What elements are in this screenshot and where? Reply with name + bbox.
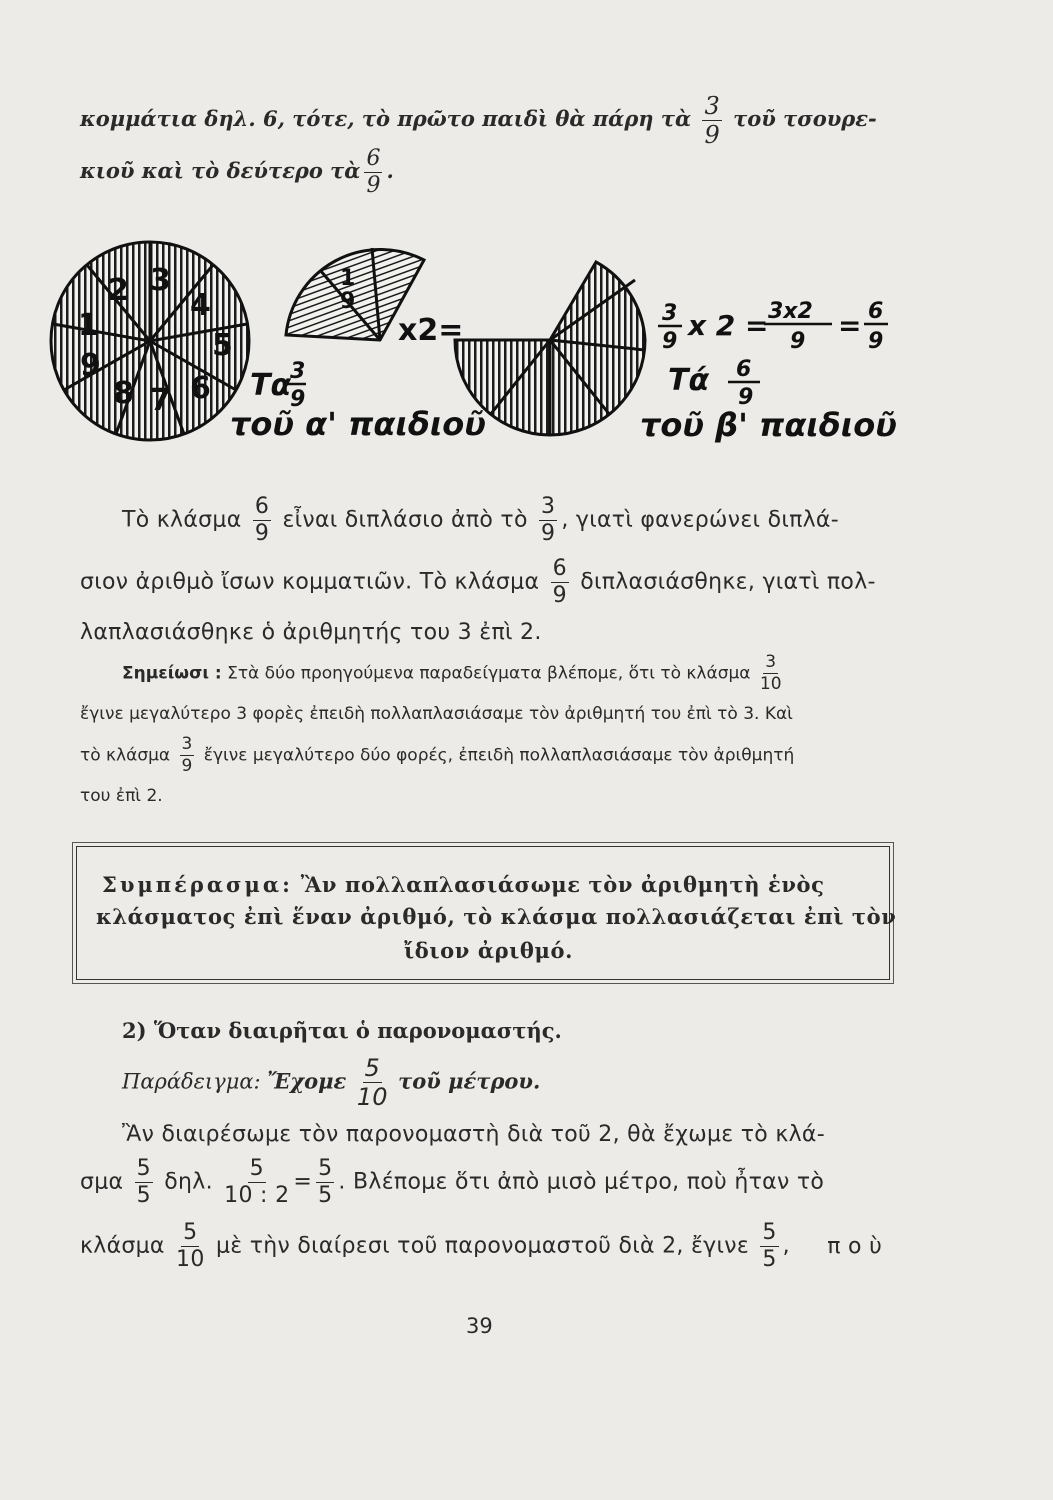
- slice-label-8: 8: [113, 376, 134, 411]
- fraction-5-10div2: $\frac{5}{10 : 2}$: [224, 1156, 290, 1208]
- top-line-1-end: τοῦ τσουρε-: [733, 106, 877, 131]
- top-line-2: κιοῦ καὶ τὸ δεύτερο τὰ $\frac{6}{9}$ .: [80, 146, 394, 198]
- fraction-5-10: $\frac{5}{10}$: [176, 1220, 205, 1272]
- note-fraction-3-10: $\frac{3}{10}$: [759, 652, 782, 694]
- eq-mid-num: 3x2: [768, 299, 813, 324]
- eq-mid-den: 9: [790, 329, 806, 354]
- note-line3: τὸ κλάσμα $\frac{3}{9}$ ἔγινε μεγαλύτερο δύο φορές, ἐπειδὴ πολλαπλασιάσαμε τὸν ἀριθμητή: [80, 734, 795, 776]
- eq-right-num: 6: [868, 299, 884, 324]
- eq-left-den: 9: [662, 329, 678, 354]
- para1-line2: σιον ἀριθμὸ ἴσων κομματιῶν. Τὸ κλάσμα $\frac{6}{9}$ διπλασιάσθηκε, γιατὶ πολ-: [80, 556, 876, 608]
- slice-label-4: 4: [190, 288, 211, 323]
- conclusion-line1: Συμπέρασμα: Ἂν πολλαπλασιάσωμε τὸν ἀριθμητὴ ἑνὸς: [102, 872, 825, 897]
- fraction-6-9: $\frac{6}{9}$: [254, 494, 270, 546]
- note-fraction-3-9: $\frac{3}{9}$: [181, 734, 193, 776]
- slice-label-9: 9: [80, 348, 101, 383]
- example-line: Παράδειγμα: Ἔχομε $\frac{5}{10}$ τοῦ μέτρου.: [122, 1054, 541, 1111]
- conclusion-line2: κλάσματος ἐπὶ ἕναν ἀριθμό, τὸ κλάσμα πολλασιάζεται ἐπὶ τὸν: [96, 904, 897, 929]
- section2-heading: 2) Ὅταν διαιρῆται ὁ παρονομαστής.: [122, 1018, 562, 1043]
- label-b-num: 6: [736, 357, 752, 382]
- note-line1: Σημείωσι : Στὰ δύο προηγούμενα παραδείγματα βλέπομε, ὅτι τὸ κλάσμα $\frac{3}{10}$: [122, 652, 782, 694]
- label-b-group: [640, 357, 897, 444]
- label-a-num: 3: [290, 359, 306, 384]
- label-a-group: [230, 359, 486, 443]
- pie-illustration: [0, 240, 1053, 470]
- example-fraction-5-10: $\frac{5}{10}$: [356, 1054, 388, 1111]
- eq-right-den: 9: [868, 329, 884, 354]
- label-b-prefix: Τά: [668, 363, 710, 398]
- para1-line1: Τὸ κλάσμα $\frac{6}{9}$ εἶναι διπλάσιο ἀπὸ τὸ $\frac{3}{9}$ , γιατὶ φανερώνει διπλά-: [122, 494, 839, 546]
- top-line-1: [80, 94, 877, 147]
- note-label: Σημείωσι :: [122, 663, 222, 684]
- top-line-2-text: κιοῦ καὶ τὸ δεύτερο τὰ: [80, 158, 361, 183]
- section2-p3: κλάσμα $\frac{5}{10}$ μὲ τὴν διαίρεσι τοῦ παρονομαστοῦ διὰ 2, ἔγινε $\frac{5}{5}$ , π ο ὺ: [80, 1220, 883, 1272]
- conclusion-label: Συμπέρασμα:: [102, 872, 293, 897]
- label-a-caption: τοῦ α' παιδιοῦ: [230, 405, 486, 443]
- section2-p1: Ἂν διαιρέσωμε τὸν παρονομαστὴ διὰ τοῦ 2, θὰ ἔχωμε τὸ κλά-: [122, 1122, 825, 1147]
- para1-line3: λαπλασιάσθηκε ὁ ἀριθμητής του 3 ἐπὶ 2.: [80, 620, 542, 645]
- eq-equals: =: [838, 309, 862, 342]
- eq-times: x 2 =: [688, 309, 769, 342]
- fraction-3-9: $\frac{3}{9}$: [541, 494, 556, 546]
- wedge-label-num: 1: [340, 266, 356, 291]
- slice-label-6: 6: [190, 371, 211, 406]
- equation-group: [658, 299, 888, 354]
- wedge-label-den: 9: [340, 289, 356, 314]
- slice-label-1: 1: [78, 308, 99, 343]
- page-number: 39: [466, 1314, 493, 1338]
- label-b-den: 9: [738, 385, 754, 410]
- section2-p2: σμα $\frac{5}{5}$ δηλ. $\frac{5}{10 : 2}$ = $\frac{5}{5}$ . Βλέπομε ὅτι ἀπὸ μισὸ μέτρο, ποὺ ἦταν τὸ: [80, 1156, 825, 1208]
- label-a-den: 9: [290, 387, 306, 412]
- slice-label-3: 3: [150, 263, 171, 298]
- label-a-prefix: Τα: [250, 368, 292, 403]
- fraction-5-5: $\frac{5}{5}$: [136, 1156, 151, 1208]
- top-fraction-6-9: $\frac{6}{9}$: [366, 146, 381, 198]
- fraction-5-5-b: $\frac{5}{5}$: [318, 1156, 333, 1208]
- top-line-1-text: κομμάτια δηλ. 6, τότε, τὸ πρῶτο παιδὶ θὰ πάρη τὰ: [80, 106, 692, 131]
- times-two-label: x2=: [398, 313, 464, 348]
- conclusion-line3: ἴδιον ἀριθμό.: [404, 938, 574, 963]
- slice-label-7: 7: [150, 383, 171, 418]
- top-fraction-3-9: $\frac{3}{9}$: [704, 92, 720, 149]
- fraction-6-9-b: $\frac{6}{9}$: [552, 556, 567, 608]
- fraction-5-5-c: $\frac{5}{5}$: [762, 1220, 777, 1272]
- label-b-caption: τοῦ β' παιδιοῦ: [640, 406, 897, 444]
- eq-left-num: 3: [662, 301, 678, 326]
- note-line2: ἔγινε μεγαλύτερο 3 φορὲς ἐπειδὴ πολλαπλασιάσαμε τὸν ἀριθμητή του ἐπὶ τὸ 3. Καὶ: [80, 704, 793, 724]
- slice-label-2: 2: [108, 273, 129, 308]
- note-line4: του ἐπὶ 2.: [80, 786, 163, 806]
- slice-label-5: 5: [212, 328, 233, 363]
